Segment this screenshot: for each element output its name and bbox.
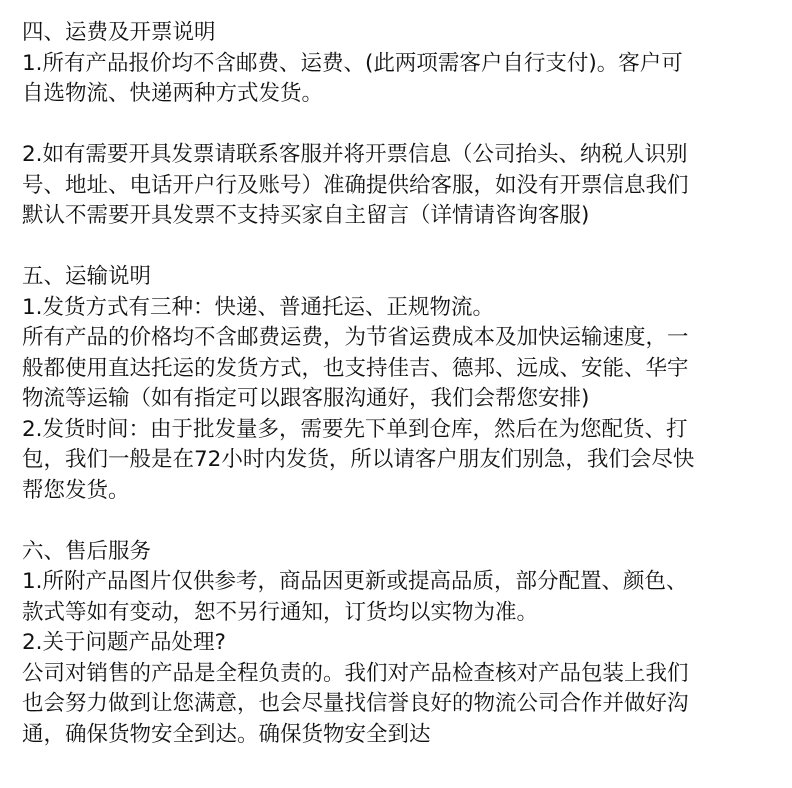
section-heading: 六、售后服务 bbox=[22, 538, 152, 564]
paragraph-line: 包，我们一般是在72小时内发货，所以请客户朋友们别急，我们会尽快 bbox=[22, 447, 695, 472]
section-shipping-invoice bbox=[22, 18, 782, 232]
paragraph-spacer bbox=[22, 110, 782, 141]
paragraph-line: 公司对销售的产品是全程负责的。我们对产品检查核对产品包装上我们 bbox=[22, 660, 689, 686]
paragraph-line: 也会努力做到让您满意，也会尽量找信誉良好的物流公司合作并做好沟 bbox=[22, 691, 689, 716]
paragraph-line: 所有产品的价格均不含邮费运费，为节省运费成本及加快运输速度，一 bbox=[22, 325, 689, 350]
paragraph-line: 帮您发货。 bbox=[22, 477, 130, 503]
paragraph-line: 2.发货时间：由于批发量多，需要先下单到仓库，然后在为您配货、打 bbox=[22, 416, 688, 442]
paragraph-line: 款式等如有变动，恕不另行通知，订货均以实物为准。 bbox=[22, 599, 539, 625]
section-spacer bbox=[22, 232, 782, 263]
paragraph-line: 号、地址、电话开户行及账号）准确提供给客服，如没有开票信息我们 bbox=[22, 172, 689, 198]
paragraph-line: 2.如有需要开具发票请联系客服并将开票信息（公司抬头、纳税人识别 bbox=[22, 142, 688, 167]
paragraph-line: 1.所附产品图片仅供参考，商品因更新或提高品质，部分配置、颜色、 bbox=[22, 569, 688, 594]
section-heading: 五、运输说明 bbox=[22, 264, 152, 289]
section-after-sales bbox=[22, 537, 782, 751]
paragraph-line: 默认不需要开具发票不支持买家自主留言（详情请咨询客服) bbox=[22, 203, 590, 228]
policy-document bbox=[22, 18, 782, 750]
paragraph-line: 自选物流、快递两种方式发货。 bbox=[22, 81, 324, 106]
paragraph-line: 2.关于问题产品处理? bbox=[22, 630, 226, 655]
section-spacer bbox=[22, 506, 782, 537]
paragraph-line: 物流等运输（如有指定可以跟客服沟通好，我们会帮您安排) bbox=[22, 386, 590, 411]
section-transport bbox=[22, 262, 782, 506]
section-heading: 四、运费及开票说明 bbox=[22, 20, 216, 45]
paragraph-line: 通，确保货物安全到达。确保货物安全到达 bbox=[22, 721, 431, 747]
paragraph-line: 1.所有产品报价均不含邮费、运费、(此两项需客户自行支付)。客户可 bbox=[22, 50, 683, 76]
paragraph-line: 般都使用直达托运的发货方式，也支持佳吉、德邦、远成、安能、华宇 bbox=[22, 355, 689, 381]
paragraph-line: 1.发货方式有三种：快递、普通托运、正规物流。 bbox=[22, 294, 495, 320]
